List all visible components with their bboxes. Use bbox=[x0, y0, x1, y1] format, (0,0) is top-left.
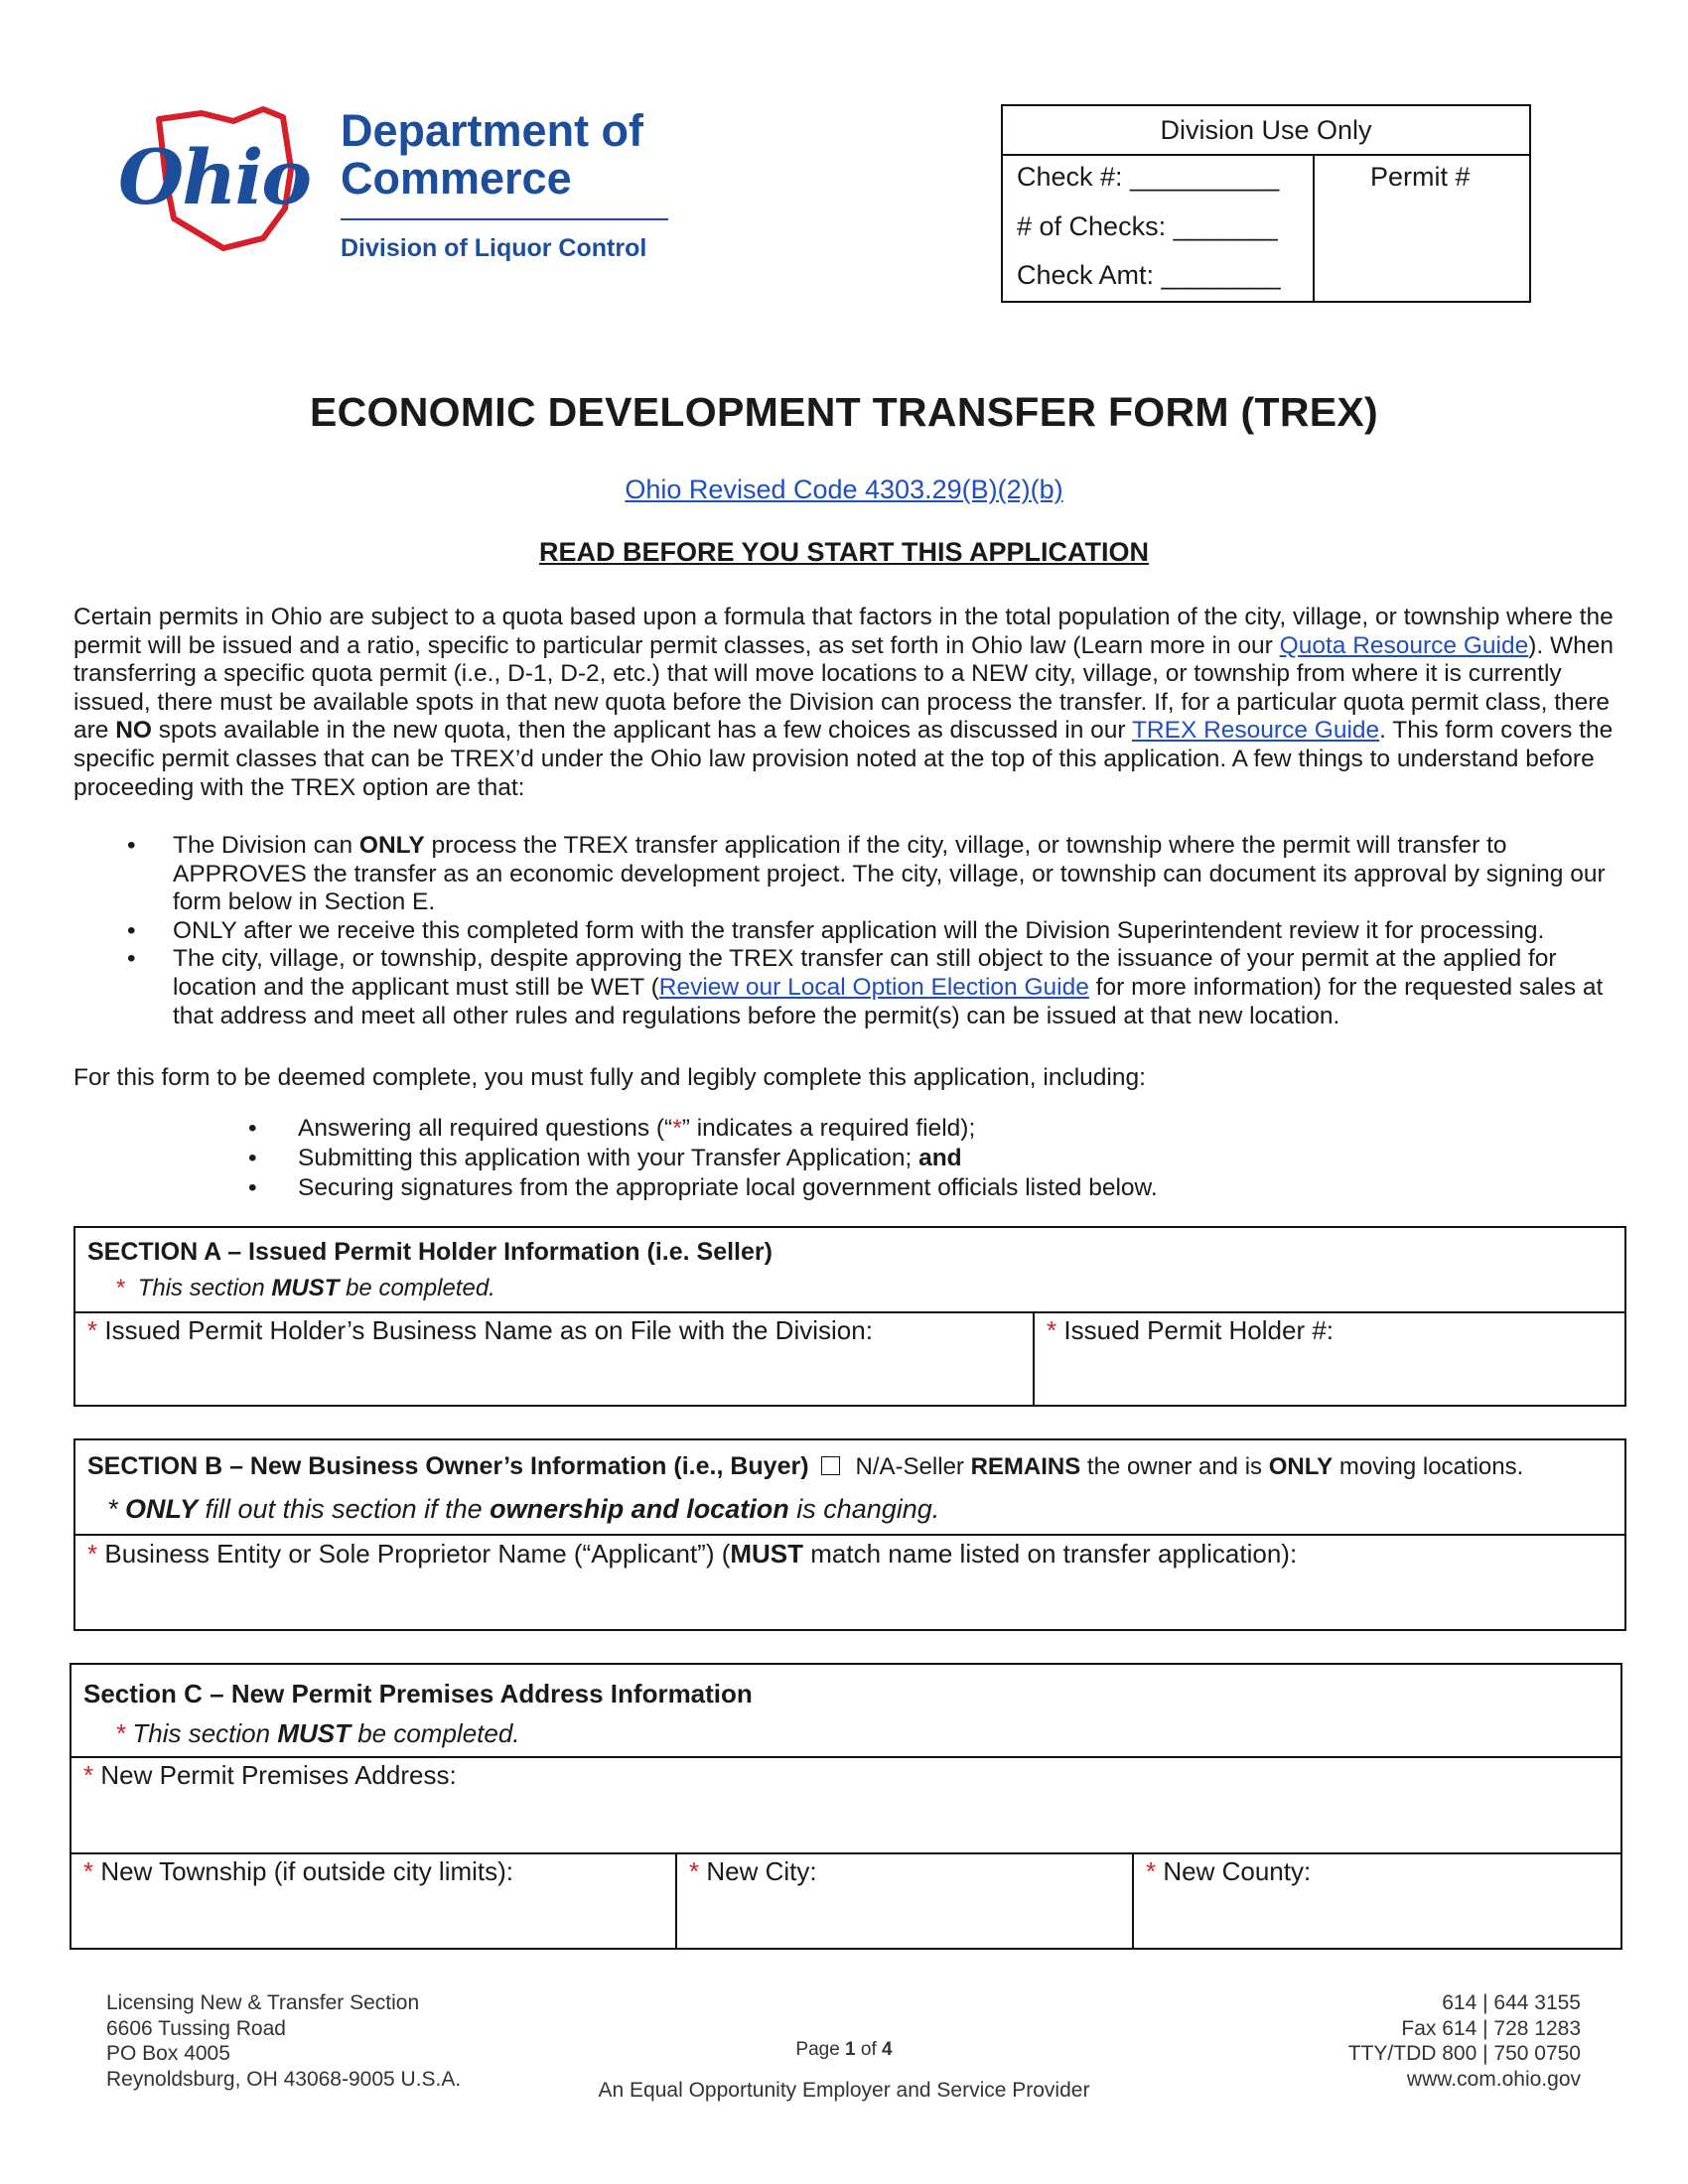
bullet-icon: • bbox=[248, 1174, 257, 1201]
section-a-divider bbox=[75, 1311, 1624, 1313]
list-item: • The city, village, or township, despite approving the TREX transfer can still object to the issuance of your permit at the applied for location and the applicant must still be WET (Review our Local Option Election Guide for more information) for the requested sales at that address and meet all other rules and regulations before the permit(s) can be issued at that new location. bbox=[127, 945, 1604, 1029]
section-a-note: * This section MUST be completed. bbox=[115, 1275, 495, 1301]
section-a-column-divider bbox=[1033, 1311, 1035, 1407]
section-c-note: * This section MUST be completed. bbox=[115, 1718, 520, 1748]
seller-business-name-field[interactable]: * Issued Permit Holder’s Business Name as on File with the Division: bbox=[87, 1315, 873, 1345]
buyer-business-name-field[interactable]: * Business Entity or Sole Proprietor Name (“Applicant”) (MUST match name listed on transfer application): bbox=[87, 1539, 1298, 1569]
list-item: • The Division can ONLY process the TREX transfer application if the city, village, or township where the permit will transfer to APPROVES the transfer as an economic development project. The city, village, or township can document its approval by signing our form below in Section E. bbox=[127, 832, 1606, 916]
section-b-header-row bbox=[87, 1452, 1523, 1481]
division-use-box bbox=[1001, 104, 1531, 303]
bullet-icon: • bbox=[127, 832, 136, 859]
bullet-icon: • bbox=[127, 945, 136, 973]
number-of-checks-field: # of Checks: _______ bbox=[1017, 211, 1278, 241]
section-c-divider-2 bbox=[71, 1852, 1620, 1854]
division-use-header: Division Use Only bbox=[1003, 106, 1529, 156]
list-item: • Securing signatures from the appropriate local government officials listed below. bbox=[248, 1174, 1158, 1201]
footer-contact: 614 | 644 3155 Fax 614 | 728 1283 TTY/TDD 800 | 750 0750 www.com.ohio.gov bbox=[1347, 1991, 1581, 2091]
read-before-heading: READ BEFORE YOU START THIS APPLICATION bbox=[538, 537, 1150, 567]
department-name: Department of Commerce bbox=[341, 105, 644, 204]
section-a bbox=[73, 1226, 1626, 1407]
ohio-wordmark: Ohio bbox=[118, 133, 311, 221]
section-b-note: * ONLY fill out this section if the ownership and location is changing. bbox=[107, 1494, 940, 1524]
section-b bbox=[73, 1438, 1626, 1631]
logo-divider bbox=[341, 218, 668, 220]
orc-link-row bbox=[0, 475, 1688, 505]
na-seller-checkbox[interactable] bbox=[821, 1456, 840, 1475]
new-county-field[interactable]: * New County: bbox=[1146, 1856, 1312, 1886]
page-title: ECONOMIC DEVELOPMENT TRANSFER FORM (TREX) bbox=[309, 389, 1379, 435]
completion-intro: For this form to be deemed complete, you must fully and legibly complete this application, including: bbox=[73, 1064, 1146, 1091]
quota-resource-guide-link[interactable]: Quota Resource Guide bbox=[1279, 631, 1529, 659]
section-a-title: SECTION A – Issued Permit Holder Information (i.e. Seller) bbox=[87, 1238, 773, 1266]
section-b-divider bbox=[75, 1534, 1624, 1536]
ohio-commerce-logo bbox=[114, 99, 670, 278]
bullet-icon: • bbox=[248, 1145, 257, 1171]
new-premises-address-field[interactable]: * New Permit Premises Address: bbox=[83, 1760, 457, 1790]
list-item: • Submitting this application with your Transfer Application; and bbox=[248, 1145, 962, 1171]
na-seller-label: N/A-Seller REMAINS the owner and is ONLY moving locations. bbox=[855, 1453, 1524, 1480]
trex-notes-list bbox=[127, 832, 1617, 1030]
section-c bbox=[70, 1663, 1622, 1950]
list-item: • ONLY after we receive this completed form with the transfer application will the Division Superintendent review it for processing. bbox=[127, 916, 1545, 944]
seller-permit-number-field[interactable]: * Issued Permit Holder #: bbox=[1047, 1315, 1335, 1345]
permit-number-field: Permit # bbox=[1370, 162, 1471, 192]
bullet-icon: • bbox=[248, 1115, 257, 1142]
ohio-state-logo-icon bbox=[114, 99, 313, 258]
section-c-title: Section C – New Permit Premises Address Information bbox=[83, 1679, 753, 1708]
check-amount-field: Check Amt: ________ bbox=[1017, 260, 1281, 290]
page-number: Page 1 of 4 bbox=[795, 2039, 893, 2060]
section-c-column-divider-2 bbox=[1132, 1852, 1134, 1950]
trex-resource-guide-link[interactable]: TREX Resource Guide bbox=[1131, 717, 1380, 745]
section-c-divider-1 bbox=[71, 1756, 1620, 1758]
website-link[interactable]: www.com.ohio.gov bbox=[1406, 2067, 1581, 2091]
completion-list bbox=[248, 1114, 1440, 1203]
new-township-field[interactable]: * New Township (if outside city limits): bbox=[83, 1856, 514, 1886]
division-box-divider bbox=[1313, 156, 1315, 303]
bullet-icon: • bbox=[127, 916, 136, 944]
equal-opportunity-statement: An Equal Opportunity Employer and Service Provider bbox=[598, 2079, 1090, 2102]
section-c-column-divider-1 bbox=[675, 1852, 677, 1950]
footer-address: Licensing New & Transfer Section 6606 Tussing Road PO Box 4005 Reynoldsburg, OH 43068-9005 U.S.A. bbox=[106, 1991, 462, 2091]
ohio-revised-code-link[interactable]: Ohio Revised Code 4303.29(B)(2)(b) bbox=[625, 475, 1063, 504]
list-item: • Answering all required questions (“*” indicates a required field); bbox=[248, 1115, 976, 1142]
local-option-election-guide-link[interactable]: Review our Local Option Election Guide bbox=[658, 973, 1089, 1001]
intro-paragraph: Certain permits in Ohio are subject to a quota based upon a formula that factors in the total population of the city, village, or township where the permit will be issued and a ratio, specific to particular permit classes, as set forth in Ohio law (Learn more in our Quota Resource Guide). When transferring a specific quota permit (i.e., D-1, D-2, etc.) that will move locations to a NEW city, village, or township from where it is currently issued, there must be available spots in that new quota before the Division can process the transfer. If, for a particular quota permit class, there are NO spots available in the new quota, then the applicant has a few choices as discussed in our TREX Resource Guide. This form covers the specific permit classes that can be TREX’d under the Ohio law provision noted at the top of this application. A few things to understand before proceeding with the TREX option are that: bbox=[73, 604, 1615, 801]
division-name: Division of Liquor Control bbox=[341, 234, 647, 262]
check-number-field: Check #: __________ bbox=[1017, 162, 1280, 192]
section-b-title: SECTION B – New Business Owner’s Information (i.e., Buyer) bbox=[87, 1452, 809, 1480]
new-city-field[interactable]: * New City: bbox=[689, 1856, 817, 1886]
